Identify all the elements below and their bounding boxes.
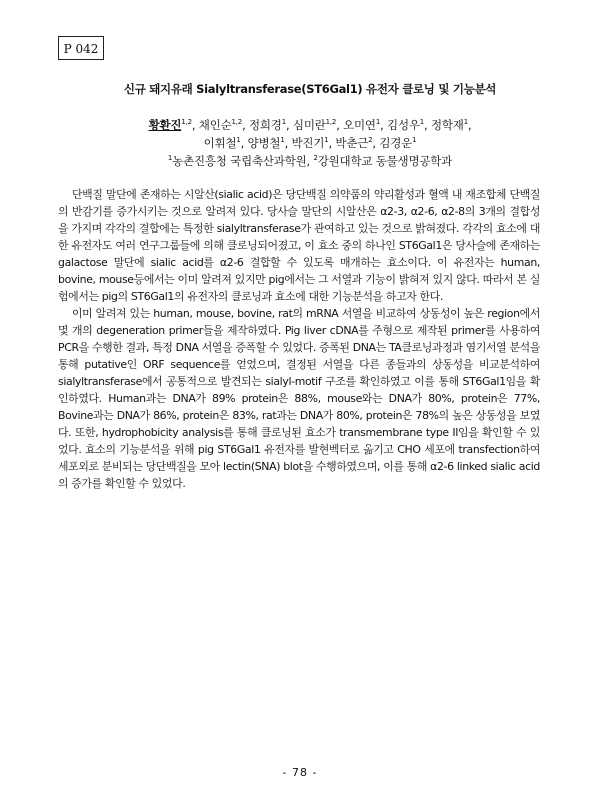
author-name: 황환진 [148, 118, 182, 132]
author-name: 심미란 [292, 118, 326, 132]
author-separator: , [284, 136, 292, 150]
author-name: 정희경 [248, 118, 282, 132]
author-separator: , [372, 136, 380, 150]
author-affiliation-sup: 1 [463, 118, 468, 127]
author-affiliation-sup: 1 [280, 136, 285, 145]
author-affiliation-sup: 1 [419, 118, 425, 127]
author-affiliation-sup: 1,2 [181, 118, 192, 127]
abstract-paragraph: 단백질 말단에 존재하는 시알산(sialic acid)은 당단백질 의약품의 약리활성과 혈액 내 재조합체 단백질의 반감기를 증가시키는 것으로 알려져 있다. 당사슬 말단의 시알산은 α2-3, α2-6, α2-8의 3개의 결합성을 가지며 각각의 결합에는 특정한 sialyltransferase가 관여하고 있는 것으로 밝혀졌다. 각각의 효소에 대한 유전자도 여러 연구그룹들에 의해 클로닝되어졌고, 이 효소 중의 하나인 ST6Gal1은 당사슬에 존재하는 galactose 말단에 sialic acid를 α2-6 결합할 수 있도록 매개하는 효소이다. 이 유전자는 human, bovine, mouse등에서는 이미 알려져 있지만 pig에서는 그 서열과 기능이 밝혀져 있지 않다. 따라서 본 실험에서는 pig의 ST6Gal1의 유전자의 클로닝과 효소에 대한 기능분석을 하고자 한다. [58, 188, 540, 303]
author-name: 정학재 [430, 118, 464, 132]
affiliation-sup: 2 [313, 154, 318, 163]
paper-title: 신규 돼지유래 Sialyltransferase(ST6Gal1) 유전자 클로닝 및 기능분석 [123, 82, 497, 96]
author-name: 김성우 [387, 118, 420, 132]
author-separator: , [336, 118, 344, 132]
affiliation-text: 농촌진흥청 국립축산과학원, [172, 154, 314, 168]
author-separator: , [240, 136, 248, 150]
author-affiliation-sup: 1,2 [231, 118, 243, 127]
affiliations [40, 153, 580, 169]
author-separator: , [424, 118, 431, 132]
abstract-body [58, 186, 540, 492]
author-separator: , [191, 118, 199, 132]
author-affiliation-sup: 1 [412, 136, 417, 145]
author-name: 박진기 [291, 136, 325, 150]
author-name: 김경운 [379, 136, 413, 150]
author-affiliation-sup: 1 [375, 118, 381, 127]
author-affiliation-sup: 1,2 [325, 118, 337, 127]
author-name: 박춘근 [335, 136, 369, 150]
author-line-2 [40, 135, 580, 151]
author-name: 오미연 [343, 118, 376, 132]
affiliation-text: 강원대학교 동물생명공학과 [317, 154, 453, 168]
author-name: 양병철 [247, 136, 281, 150]
author-separator: , [328, 136, 336, 150]
abstract-paragraph: 이미 알려져 있는 human, mouse, bovine, rat의 mRNA 서열을 비교하여 상동성이 높은 region에서 몇 개의 degeneration primer들을 제작하였다. Pig liver cDNA를 주형으로 제작된 primer를 사용하여 PCR을 수행한 결과, 특정 DNA 서열을 증폭할 수 있었다. 증폭된 DNA는 TA클로닝과정과 염기서열 분석을 통해 putative인 ORF sequence를 얻었으며, 결정된 서열을 다른 종들과의 상동성을 비교분석하여 sialyltransferase에서 공통적으로 발견되는 sialyl-motif 구조를 확인하였고 이를 통해 ST6Gal1임을 확인하였다. Human과는 DNA가 89% protein은 88%, mouse와는 DNA가 80%, protein은 77%, Bovine과는 DNA가 86%, protein은 83%, rat과는 DNA가 80%, protein은 78%의 높은 상동성을 보였다. 또한, hydrophobicity analysis를 통해 클로닝된 효소가 transmembrane type II임을 확인할 수 있었다. 효소의 기능분석을 위해 pig ST6Gal1 유전자를 발현벡터로 옮기고 CHO 세포에 transfection하여 세포외로 분비되는 당단백질을 모아 lectin(SNA) blot을 수행하였으며, 이를 통해 α2-6 linked sialic acid의 증가를 확인할 수 있었다. [58, 307, 540, 490]
author-affiliation-sup: 1 [281, 118, 286, 127]
page-number: - 78 - [282, 766, 318, 779]
author-separator: , [242, 118, 249, 132]
poster-code-box: P 042 [58, 36, 104, 60]
author-affiliation-sup: 1 [236, 136, 241, 145]
author-name: 채인순 [198, 118, 232, 132]
author-separator: , [467, 118, 472, 132]
affiliation-sup: 1 [167, 154, 173, 163]
author-separator: , [380, 118, 388, 132]
author-affiliation-sup: 2 [368, 136, 373, 145]
author-name: 이휘철 [203, 136, 237, 150]
author-separator: , [285, 118, 293, 132]
author-line-1 [40, 117, 580, 133]
author-affiliation-sup: 1 [324, 136, 329, 145]
